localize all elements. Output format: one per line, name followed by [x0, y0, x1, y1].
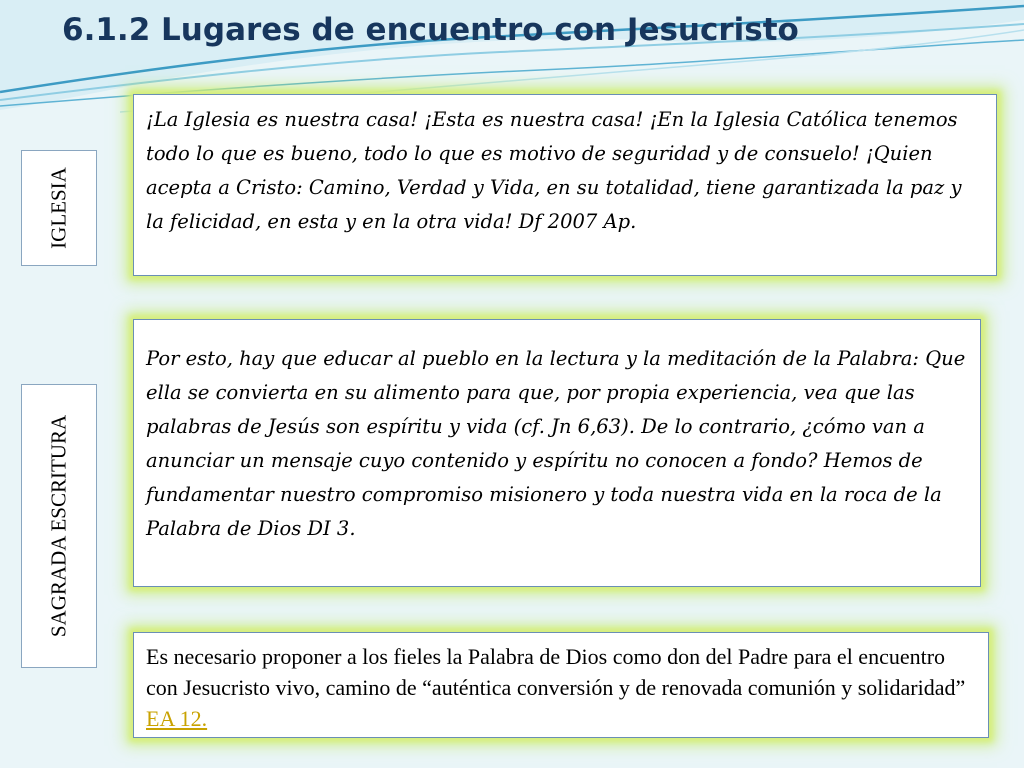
- iglesia-quote-box: [133, 94, 997, 276]
- escritura-quote-box: [133, 319, 981, 587]
- label-iglesia-text: IGLESIA: [46, 167, 71, 249]
- label-iglesia: [21, 150, 97, 266]
- label-sagrada-escritura-text: SAGRADA ESCRITURA: [46, 414, 71, 638]
- escritura-quote-text: Por esto, hay que educar al pueblo en la lectura y la meditación de la Palabra: Que ella se convierta en su alimento para que, por propia experiencia, vea que las palabras de Jesús son espíritu y vida (cf. Jn 6,63). De lo contrario, ¿cómo van a anunciar un mensaje cuyo contenido y espíritu no conocen a fondo? Hemos de fundamentar nuestro compromiso misionero y toda nuestra vida en la roca de la Palabra de Dios DI 3.: [146, 347, 966, 540]
- label-sagrada-escritura: [21, 384, 97, 668]
- escritura-note-text: Es necesario proponer a los fieles la Palabra de Dios como don del Padre para el encuentro con Jesucristo vivo, camino de “auténtica conversión y de renovada comunión y solidaridad”: [146, 644, 966, 700]
- escritura-note-paragraph: [146, 641, 976, 734]
- escritura-note-box: [133, 632, 989, 738]
- slide-title: 6.1.2 Lugares de encuentro con Jesucristo: [62, 12, 799, 48]
- iglesia-quote-text: ¡La Iglesia es nuestra casa! ¡Esta es nuestra casa! ¡En la Iglesia Católica tenemos todo lo que es bueno, todo lo que es motivo de seguridad y de consuelo! ¡Quien acepta a Cristo: Camino, Verdad y Vida, en su totalidad, tiene garantizada la paz y la felicidad, en esta y en la otra vida! Df 2007 Ap.: [146, 108, 962, 233]
- ea-12-link[interactable]: EA 12.: [146, 706, 208, 731]
